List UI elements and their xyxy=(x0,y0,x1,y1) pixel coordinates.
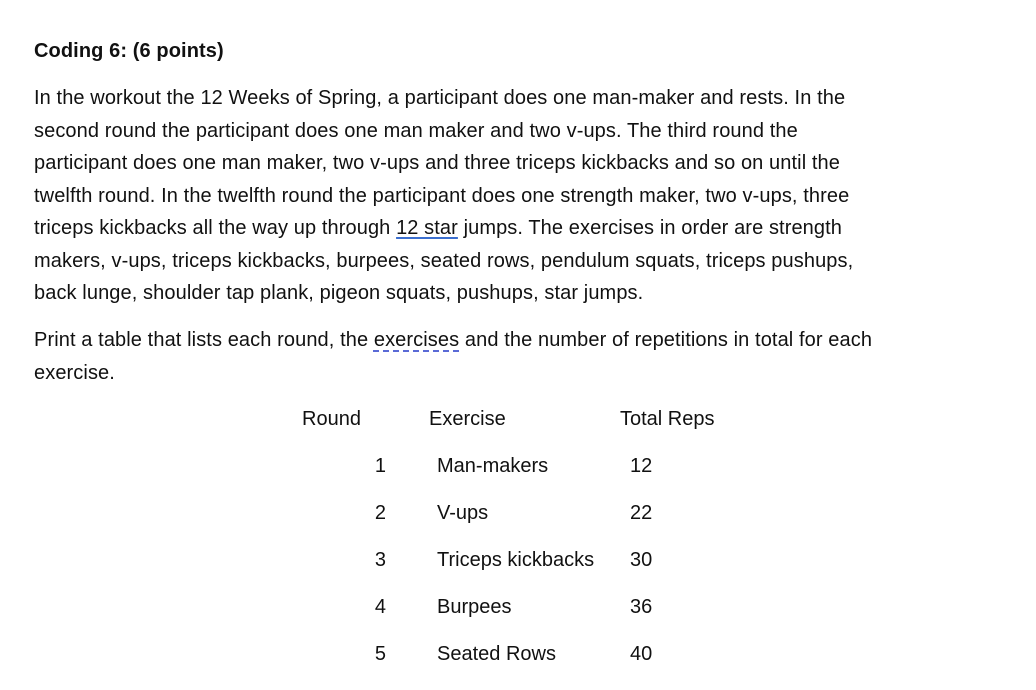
round-cell: 3 xyxy=(374,549,386,571)
results-table xyxy=(0,452,1036,687)
paragraph-line: In the workout the 12 Weeks of Spring, a participant does one man-maker and rests. In the xyxy=(34,87,846,109)
exercise-cell: Burpees xyxy=(437,596,512,618)
reps-cell: 40 xyxy=(630,643,653,665)
round-cell: 1 xyxy=(374,455,386,477)
paragraph-line xyxy=(34,324,1009,357)
table-row xyxy=(0,640,1036,687)
paragraph-line xyxy=(34,212,1009,245)
column-header-round: Round xyxy=(302,408,361,430)
text-segment: Print a table that lists each round, the xyxy=(34,329,374,351)
text-segment: and the number of repetitions in total for each xyxy=(459,329,873,351)
table-row xyxy=(0,452,1036,499)
reps-cell: 30 xyxy=(630,549,653,571)
exercise-cell: V-ups xyxy=(437,502,489,524)
round-cell: 5 xyxy=(374,643,386,665)
column-header-exercise: Exercise xyxy=(429,408,506,430)
paragraph-line: twelfth round. In the twelfth round the participant does one strength maker, two v-ups, three xyxy=(34,184,850,207)
paragraph-line: second round the participant does one man maker and two v-ups. The third round the xyxy=(34,119,798,142)
exercise-cell: Triceps kickbacks xyxy=(437,549,595,571)
table-row xyxy=(0,499,1036,546)
task-instruction xyxy=(34,324,1009,389)
exercise-cell: Seated Rows xyxy=(437,643,556,665)
table-row xyxy=(0,546,1036,593)
paragraph-line: exercise. xyxy=(34,361,115,384)
grammar-flagged-text[interactable]: 12 star xyxy=(396,217,458,239)
column-header-total-reps: Total Reps xyxy=(620,408,715,430)
problem-description xyxy=(34,82,1009,310)
grammar-flagged-text[interactable]: exercises xyxy=(373,329,460,351)
page-title: Coding 6: (6 points) xyxy=(34,40,224,62)
round-cell: 2 xyxy=(374,502,386,524)
exercise-cell: Man-makers xyxy=(437,455,549,477)
paragraph-line: makers, v-ups, triceps kickbacks, burpees, seated rows, pendulum squats, triceps pushups, xyxy=(34,249,854,272)
round-cell: 4 xyxy=(374,596,386,618)
paragraph-line: participant does one man maker, two v-ups and three triceps kickbacks and so on until the xyxy=(34,152,840,174)
reps-cell: 36 xyxy=(630,596,653,618)
text-segment: jumps. The exercises in order are strength xyxy=(457,217,843,239)
table-row xyxy=(0,593,1036,640)
reps-cell: 22 xyxy=(630,502,653,524)
paragraph-line: back lunge, shoulder tap plank, pigeon squats, pushups, star jumps. xyxy=(34,282,644,304)
text-segment: triceps kickbacks all the way up through xyxy=(34,217,397,239)
reps-cell: 12 xyxy=(630,455,653,477)
